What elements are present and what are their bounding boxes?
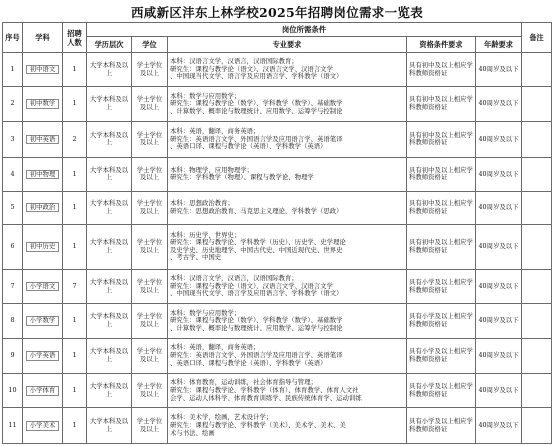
cell-qualification: 具有初中及以上相应学科教师资格证 [407,53,476,87]
major-line: 本科：数学与应用数学； [170,91,241,100]
cell-remark [522,304,552,338]
major-line: 研究生：课程与教学论（数学）、学科教学（数学）、基础数学 [170,99,343,108]
major-line: 本科：物理学，应用物理学； [170,165,254,174]
header-subject: 学科 [23,23,63,53]
cell-degree: 学士学位及以上 [132,158,168,191]
table-row [3,269,552,303]
table-row [3,191,552,224]
table-row [3,338,552,373]
cell-degree: 学士学位及以上 [132,374,168,408]
cell-seq: 4 [3,158,23,191]
cell-education: 大学本科及以上 [87,338,132,373]
cell-seq: 1 [3,53,23,87]
cell-age: 40周岁及以下 [476,121,522,158]
cell-count: 1 [63,304,87,338]
cell-qualification: 具有小学及以上相应学科教师资格证 [407,338,476,373]
subject-label: 初中数学 [26,99,60,109]
recruitment-table [2,22,552,444]
cell-remark [522,53,552,87]
cell-count: 1 [63,87,87,121]
cell-count: 2 [63,121,87,158]
cell-degree: 学士学位及以上 [132,408,168,444]
subject-label: 初中英语 [26,135,60,145]
cell-seq: 9 [3,338,23,373]
cell-count: 1 [63,374,87,408]
major-line: 研究生：思想政治教育、马克思主义理论、学科教学（思政） [170,206,343,215]
header-qualification: 资格条件要求 [407,37,476,53]
major-line: 、计算数学、概率论与数理统计、应用数学、运筹学与控制论 [170,106,343,115]
table-row [3,158,552,191]
cell-major [168,408,407,444]
cell-major [168,374,407,408]
major-line: 本科：英语，翻译，商务英语； [170,127,260,136]
major-line: 研究生：课程与教学论（语文）、汉语言文学、汉语言文学 [170,64,333,73]
cell-subject [23,304,63,338]
cell-qualification: 具有初中及以上相应学科教师资格证 [407,158,476,191]
cell-major [168,304,407,338]
major-line: 本科：英语，翻译，商务英语； [170,343,260,352]
cell-major [168,158,407,191]
cell-subject [23,53,63,87]
subject-label: 小学语文 [26,282,60,292]
cell-remark [522,269,552,303]
cell-subject [23,158,63,191]
cell-degree: 学士学位及以上 [132,191,168,224]
major-line: 研究生：学科教学（物理）、课程与教学论、物理学 [170,173,314,182]
cell-education: 大学本科及以上 [87,191,132,224]
cell-subject [23,87,63,121]
cell-degree: 学士学位及以上 [132,87,168,121]
cell-qualification: 具有初中及以上相应学科教师资格证 [407,121,476,158]
cell-age: 40周岁及以下 [476,191,522,224]
major-line: 研究生：英语语言文学、外国语言学及应用语言学、英语笔译 [170,351,343,360]
major-line: 本科：思想政治教育； [170,199,234,208]
subject-label: 小学英语 [26,351,60,361]
cell-education: 大学本科及以上 [87,304,132,338]
cell-age: 40周岁及以下 [476,158,522,191]
major-line: 会学、运动人体科学、体育教育训练学、民族传统体育学、运动训练 [170,393,362,402]
cell-seq: 10 [3,374,23,408]
cell-subject [23,374,63,408]
cell-age: 40周岁及以下 [476,269,522,303]
cell-subject [23,269,63,303]
cell-remark [522,121,552,158]
cell-degree: 学士学位及以上 [132,224,168,269]
cell-qualification: 具有初中及以上相应学科教师资格证 [407,87,476,121]
cell-remark [522,374,552,408]
major-line: 本科：汉语言文学，汉语言，汉语国际教育； [170,57,298,66]
cell-seq: 7 [3,269,23,303]
page-title: 西咸新区沣东上林学校2025年招聘岗位需求一览表 [131,5,423,20]
cell-education: 大学本科及以上 [87,374,132,408]
major-line: 本科：汉语言文学，汉语言，汉语国际教育； [170,274,298,283]
cell-count: 1 [63,408,87,444]
major-line: 研究生：课程与教学论（数学）、学科教学（数学）、基础数学 [170,316,343,325]
cell-qualification: 具有小学及以上相应学科教师资格证 [407,408,476,444]
cell-degree: 学士学位及以上 [132,121,168,158]
major-line: 、中国现当代文学、语言学及应用语言学、学科教学（语文） [170,289,343,298]
cell-education: 大学本科及以上 [87,158,132,191]
major-line: 研究生：课程与教学论、学科教学（体育）、体育教学、体育人文社 [170,385,359,394]
cell-major [168,191,407,224]
header-degree: 学位 [132,37,168,53]
cell-count: 1 [63,224,87,269]
cell-count: 1 [63,338,87,373]
major-line: 术与书法、绘画 [170,428,215,437]
cell-remark [522,191,552,224]
cell-major [168,224,407,269]
cell-qualification: 具有初中及以上相应学科教师资格证 [407,224,476,269]
cell-education: 大学本科及以上 [87,269,132,303]
subject-label: 初中物理 [26,170,60,180]
cell-remark [522,408,552,444]
cell-seq: 5 [3,191,23,224]
cell-age: 40周岁及以下 [476,224,522,269]
major-line: 本科：历史学，世界史； [170,230,241,239]
cell-remark [522,338,552,373]
header-education: 学历层次 [87,37,132,53]
cell-remark [522,158,552,191]
cell-major [168,269,407,303]
cell-count: 7 [63,269,87,303]
cell-age: 40周岁及以下 [476,87,522,121]
table-row [3,121,552,158]
subject-label: 小学美术 [26,421,60,431]
cell-age: 40周岁及以下 [476,374,522,408]
cell-remark [522,87,552,121]
cell-education: 大学本科及以上 [87,53,132,87]
major-line: 、英语口译、课程与教学论（英语）、学科教学（英语） [170,358,327,367]
header-count: 招聘人数 [63,23,87,53]
cell-major [168,53,407,87]
major-line: 、中国现当代文学、语言学及应用语言学、学科教学（语文） [170,72,343,81]
subject-label: 小学数学 [26,316,60,326]
major-line: 、考古学、中国史 [170,253,222,262]
cell-count: 1 [63,191,87,224]
cell-subject [23,338,63,373]
cell-qualification: 具有小学及以上相应学科教师资格证 [407,269,476,303]
cell-qualification: 具有小学及以上相应学科教师资格证 [407,304,476,338]
major-line: 研究生：英语语言文学、外国语言学及应用语言学、英语笔译 [170,134,343,143]
cell-degree: 学士学位及以上 [132,338,168,373]
major-line: 及史学史、历史地理学、中国古代史、中国近现代史、世界史 [170,245,343,254]
major-line: 、计算数学、概率论与数理统计、应用数学、运筹学与控制论 [170,323,343,332]
major-line: 、英语口译、课程与教学论（英语）、学科教学（英语） [170,142,327,151]
subject-label: 小学体育 [26,386,60,396]
cell-seq: 8 [3,304,23,338]
table-row [3,374,552,408]
major-line: 本科：体育教育，运动训练，社会体育指导与管理； [170,378,317,387]
header-conditions-group: 岗位所需条件 [87,23,522,37]
cell-seq: 11 [3,408,23,444]
table-row [3,408,552,444]
header-seq: 序号 [3,23,23,53]
major-line: 研究生：课程与教学论、学科教学（历史）、历史学、史学理论 [170,238,346,247]
subject-label: 初中历史 [26,242,60,252]
cell-education: 大学本科及以上 [87,224,132,269]
cell-degree: 学士学位及以上 [132,304,168,338]
cell-age: 40周岁及以下 [476,338,522,373]
cell-seq: 6 [3,224,23,269]
table-row [3,87,552,121]
major-line: 本科：美术学，绘画，艺术设计学； [170,413,273,422]
cell-education: 大学本科及以上 [87,87,132,121]
cell-major [168,338,407,373]
cell-qualification: 具有初中及以上相应学科教师资格证 [407,191,476,224]
cell-subject [23,191,63,224]
subject-label: 初中语文 [26,65,60,75]
table-row [3,304,552,338]
cell-major [168,87,407,121]
cell-degree: 学士学位及以上 [132,269,168,303]
major-line: 本科：数学与应用数学； [170,308,241,317]
cell-major [168,121,407,158]
cell-age: 40周岁及以下 [476,304,522,338]
cell-subject [23,408,63,444]
cell-remark [522,224,552,269]
cell-age: 40周岁及以下 [476,408,522,444]
cell-seq: 2 [3,87,23,121]
header-age: 年龄要求 [476,37,522,53]
cell-count: 1 [63,53,87,87]
cell-seq: 3 [3,121,23,158]
major-line: 研究生：课程与教学论、学科教学（美术）、美术学、美术、美 [170,420,346,429]
cell-education: 大学本科及以上 [87,408,132,444]
table-row [3,224,552,269]
header-major: 专业要求 [168,37,407,53]
subject-label: 初中政治 [26,203,60,213]
cell-count: 1 [63,158,87,191]
table-row [3,53,552,87]
cell-age: 40周岁及以下 [476,53,522,87]
major-line: 研究生：课程与教学论（语文）、汉语言文学、汉语言文学 [170,281,333,290]
header-remark: 备注 [522,23,552,53]
cell-qualification: 具有小学及以上相应学科教师资格证 [407,374,476,408]
cell-degree: 学士学位及以上 [132,53,168,87]
cell-education: 大学本科及以上 [87,121,132,158]
cell-subject [23,224,63,269]
cell-subject [23,121,63,158]
